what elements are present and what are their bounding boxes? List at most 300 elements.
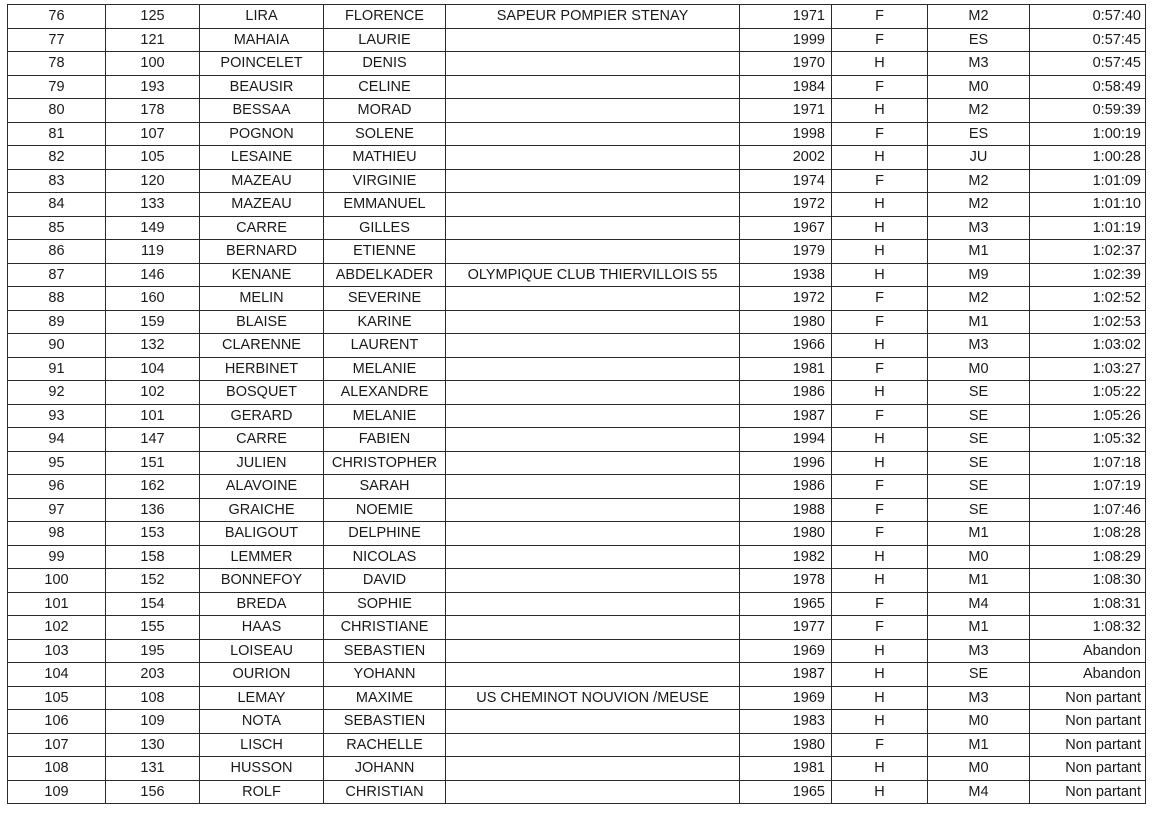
place-cell: 105 <box>8 686 106 710</box>
last-name-cell: GRAICHE <box>200 498 324 522</box>
time-cell: Non partant <box>1030 780 1146 804</box>
birth-year-cell: 1981 <box>740 357 832 381</box>
bib-cell: 101 <box>106 404 200 428</box>
last-name-cell: MAZEAU <box>200 169 324 193</box>
table-row <box>8 240 1146 264</box>
club-cell <box>446 616 740 640</box>
first-name-cell: CELINE <box>324 75 446 99</box>
table-row <box>8 710 1146 734</box>
birth-year-cell: 1977 <box>740 616 832 640</box>
sex-cell: F <box>832 498 928 522</box>
last-name-cell: LISCH <box>200 733 324 757</box>
bib-cell: 193 <box>106 75 200 99</box>
place-cell: 91 <box>8 357 106 381</box>
last-name-cell: LOISEAU <box>200 639 324 663</box>
club-cell <box>446 146 740 170</box>
table-row <box>8 616 1146 640</box>
first-name-cell: SEVERINE <box>324 287 446 311</box>
time-cell: Non partant <box>1030 710 1146 734</box>
sex-cell: H <box>832 216 928 240</box>
first-name-cell: MAXIME <box>324 686 446 710</box>
last-name-cell: LEMAY <box>200 686 324 710</box>
last-name-cell: KENANE <box>200 263 324 287</box>
time-cell: Non partant <box>1030 733 1146 757</box>
time-cell: Non partant <box>1030 757 1146 781</box>
club-cell <box>446 99 740 123</box>
first-name-cell: KARINE <box>324 310 446 334</box>
first-name-cell: SARAH <box>324 475 446 499</box>
category-cell: M4 <box>928 592 1030 616</box>
place-cell: 103 <box>8 639 106 663</box>
place-cell: 77 <box>8 28 106 52</box>
club-cell: OLYMPIQUE CLUB THIERVILLOIS 55 <box>446 263 740 287</box>
birth-year-cell: 1980 <box>740 733 832 757</box>
table-row <box>8 99 1146 123</box>
birth-year-cell: 1987 <box>740 404 832 428</box>
time-cell: 0:59:39 <box>1030 99 1146 123</box>
table-row <box>8 287 1146 311</box>
bib-cell: 147 <box>106 428 200 452</box>
table-row <box>8 146 1146 170</box>
last-name-cell: LEMMER <box>200 545 324 569</box>
place-cell: 96 <box>8 475 106 499</box>
last-name-cell: NOTA <box>200 710 324 734</box>
place-cell: 102 <box>8 616 106 640</box>
birth-year-cell: 1996 <box>740 451 832 475</box>
sex-cell: F <box>832 75 928 99</box>
sex-cell: F <box>832 122 928 146</box>
bib-cell: 160 <box>106 287 200 311</box>
place-cell: 108 <box>8 757 106 781</box>
time-cell: 1:02:39 <box>1030 263 1146 287</box>
last-name-cell: POGNON <box>200 122 324 146</box>
category-cell: M3 <box>928 334 1030 358</box>
last-name-cell: HAAS <box>200 616 324 640</box>
category-cell: M1 <box>928 240 1030 264</box>
club-cell <box>446 451 740 475</box>
bib-cell: 146 <box>106 263 200 287</box>
time-cell: 1:08:32 <box>1030 616 1146 640</box>
place-cell: 86 <box>8 240 106 264</box>
time-cell: 1:05:32 <box>1030 428 1146 452</box>
club-cell <box>446 52 740 76</box>
club-cell <box>446 310 740 334</box>
sex-cell: H <box>832 780 928 804</box>
table-row <box>8 381 1146 405</box>
last-name-cell: HERBINET <box>200 357 324 381</box>
category-cell: SE <box>928 663 1030 687</box>
category-cell: M1 <box>928 522 1030 546</box>
first-name-cell: LAURIE <box>324 28 446 52</box>
sex-cell: H <box>832 639 928 663</box>
bib-cell: 151 <box>106 451 200 475</box>
time-cell: 1:05:22 <box>1030 381 1146 405</box>
bib-cell: 105 <box>106 146 200 170</box>
first-name-cell: NICOLAS <box>324 545 446 569</box>
time-cell: Non partant <box>1030 686 1146 710</box>
first-name-cell: DELPHINE <box>324 522 446 546</box>
first-name-cell: CHRISTOPHER <box>324 451 446 475</box>
last-name-cell: BONNEFOY <box>200 569 324 593</box>
place-cell: 95 <box>8 451 106 475</box>
table-row <box>8 122 1146 146</box>
place-cell: 80 <box>8 99 106 123</box>
place-cell: 99 <box>8 545 106 569</box>
category-cell: M1 <box>928 616 1030 640</box>
club-cell <box>446 334 740 358</box>
last-name-cell: BLAISE <box>200 310 324 334</box>
club-cell <box>446 498 740 522</box>
sex-cell: F <box>832 28 928 52</box>
last-name-cell: POINCELET <box>200 52 324 76</box>
first-name-cell: MATHIEU <box>324 146 446 170</box>
place-cell: 85 <box>8 216 106 240</box>
club-cell <box>446 545 740 569</box>
birth-year-cell: 1980 <box>740 522 832 546</box>
last-name-cell: CLARENNE <box>200 334 324 358</box>
category-cell: ES <box>928 28 1030 52</box>
last-name-cell: OURION <box>200 663 324 687</box>
table-row <box>8 334 1146 358</box>
place-cell: 100 <box>8 569 106 593</box>
first-name-cell: GILLES <box>324 216 446 240</box>
birth-year-cell: 1988 <box>740 498 832 522</box>
table-row <box>8 28 1146 52</box>
time-cell: 1:03:02 <box>1030 334 1146 358</box>
birth-year-cell: 1965 <box>740 592 832 616</box>
place-cell: 109 <box>8 780 106 804</box>
birth-year-cell: 1979 <box>740 240 832 264</box>
results-table <box>7 4 1146 804</box>
sex-cell: H <box>832 757 928 781</box>
time-cell: 1:02:52 <box>1030 287 1146 311</box>
table-row <box>8 498 1146 522</box>
birth-year-cell: 1969 <box>740 639 832 663</box>
first-name-cell: JOHANN <box>324 757 446 781</box>
category-cell: M3 <box>928 52 1030 76</box>
time-cell: 1:00:19 <box>1030 122 1146 146</box>
first-name-cell: FABIEN <box>324 428 446 452</box>
table-row <box>8 592 1146 616</box>
birth-year-cell: 1969 <box>740 686 832 710</box>
category-cell: SE <box>928 498 1030 522</box>
place-cell: 97 <box>8 498 106 522</box>
first-name-cell: NOEMIE <box>324 498 446 522</box>
place-cell: 104 <box>8 663 106 687</box>
last-name-cell: BESSAA <box>200 99 324 123</box>
bib-cell: 109 <box>106 710 200 734</box>
club-cell <box>446 287 740 311</box>
place-cell: 79 <box>8 75 106 99</box>
last-name-cell: MELIN <box>200 287 324 311</box>
last-name-cell: JULIEN <box>200 451 324 475</box>
first-name-cell: MELANIE <box>324 404 446 428</box>
sex-cell: F <box>832 592 928 616</box>
sex-cell: H <box>832 545 928 569</box>
birth-year-cell: 1982 <box>740 545 832 569</box>
category-cell: M3 <box>928 639 1030 663</box>
time-cell: 0:57:45 <box>1030 52 1146 76</box>
table-row <box>8 169 1146 193</box>
category-cell: SE <box>928 381 1030 405</box>
club-cell <box>446 710 740 734</box>
table-row <box>8 639 1146 663</box>
category-cell: M1 <box>928 569 1030 593</box>
category-cell: ES <box>928 122 1030 146</box>
table-row <box>8 193 1146 217</box>
time-cell: 1:01:09 <box>1030 169 1146 193</box>
table-row <box>8 216 1146 240</box>
last-name-cell: BOSQUET <box>200 381 324 405</box>
category-cell: M0 <box>928 757 1030 781</box>
birth-year-cell: 1983 <box>740 710 832 734</box>
first-name-cell: ABDELKADER <box>324 263 446 287</box>
table-row <box>8 757 1146 781</box>
last-name-cell: LIRA <box>200 5 324 29</box>
bib-cell: 104 <box>106 357 200 381</box>
bib-cell: 195 <box>106 639 200 663</box>
time-cell: Abandon <box>1030 663 1146 687</box>
time-cell: 0:57:45 <box>1030 28 1146 52</box>
place-cell: 107 <box>8 733 106 757</box>
sex-cell: F <box>832 616 928 640</box>
last-name-cell: BALIGOUT <box>200 522 324 546</box>
club-cell <box>446 28 740 52</box>
club-cell <box>446 733 740 757</box>
sex-cell: H <box>832 52 928 76</box>
first-name-cell: CHRISTIANE <box>324 616 446 640</box>
table-row <box>8 663 1146 687</box>
place-cell: 93 <box>8 404 106 428</box>
club-cell <box>446 75 740 99</box>
category-cell: M4 <box>928 780 1030 804</box>
sex-cell: H <box>832 569 928 593</box>
birth-year-cell: 1967 <box>740 216 832 240</box>
place-cell: 90 <box>8 334 106 358</box>
bib-cell: 133 <box>106 193 200 217</box>
club-cell <box>446 757 740 781</box>
sex-cell: F <box>832 5 928 29</box>
table-row <box>8 780 1146 804</box>
place-cell: 98 <box>8 522 106 546</box>
category-cell: M3 <box>928 686 1030 710</box>
sex-cell: H <box>832 663 928 687</box>
bib-cell: 102 <box>106 381 200 405</box>
club-cell <box>446 475 740 499</box>
birth-year-cell: 1970 <box>740 52 832 76</box>
place-cell: 101 <box>8 592 106 616</box>
place-cell: 89 <box>8 310 106 334</box>
bib-cell: 178 <box>106 99 200 123</box>
club-cell <box>446 381 740 405</box>
birth-year-cell: 1986 <box>740 475 832 499</box>
place-cell: 92 <box>8 381 106 405</box>
time-cell: 1:08:29 <box>1030 545 1146 569</box>
sex-cell: F <box>832 287 928 311</box>
table-row <box>8 733 1146 757</box>
first-name-cell: FLORENCE <box>324 5 446 29</box>
category-cell: M9 <box>928 263 1030 287</box>
time-cell: 1:05:26 <box>1030 404 1146 428</box>
category-cell: M1 <box>928 310 1030 334</box>
club-cell <box>446 357 740 381</box>
category-cell: M0 <box>928 75 1030 99</box>
time-cell: 1:07:46 <box>1030 498 1146 522</box>
bib-cell: 100 <box>106 52 200 76</box>
sex-cell: H <box>832 381 928 405</box>
bib-cell: 121 <box>106 28 200 52</box>
table-row <box>8 5 1146 29</box>
first-name-cell: SOLENE <box>324 122 446 146</box>
sex-cell: H <box>832 334 928 358</box>
club-cell <box>446 569 740 593</box>
category-cell: M0 <box>928 710 1030 734</box>
birth-year-cell: 1986 <box>740 381 832 405</box>
sex-cell: H <box>832 193 928 217</box>
bib-cell: 107 <box>106 122 200 146</box>
time-cell: 1:08:28 <box>1030 522 1146 546</box>
category-cell: M0 <box>928 545 1030 569</box>
place-cell: 78 <box>8 52 106 76</box>
time-cell: 1:01:10 <box>1030 193 1146 217</box>
birth-year-cell: 1971 <box>740 99 832 123</box>
last-name-cell: LESAINE <box>200 146 324 170</box>
time-cell: Abandon <box>1030 639 1146 663</box>
first-name-cell: CHRISTIAN <box>324 780 446 804</box>
bib-cell: 155 <box>106 616 200 640</box>
category-cell: SE <box>928 451 1030 475</box>
club-cell <box>446 240 740 264</box>
club-cell <box>446 780 740 804</box>
place-cell: 94 <box>8 428 106 452</box>
birth-year-cell: 1966 <box>740 334 832 358</box>
category-cell: M0 <box>928 357 1030 381</box>
bib-cell: 162 <box>106 475 200 499</box>
sex-cell: H <box>832 686 928 710</box>
bib-cell: 120 <box>106 169 200 193</box>
table-row <box>8 569 1146 593</box>
club-cell <box>446 169 740 193</box>
bib-cell: 203 <box>106 663 200 687</box>
place-cell: 83 <box>8 169 106 193</box>
sex-cell: F <box>832 169 928 193</box>
table-row <box>8 404 1146 428</box>
last-name-cell: BEAUSIR <box>200 75 324 99</box>
category-cell: M2 <box>928 193 1030 217</box>
last-name-cell: BERNARD <box>200 240 324 264</box>
first-name-cell: MORAD <box>324 99 446 123</box>
results-body <box>8 5 1146 804</box>
last-name-cell: ROLF <box>200 780 324 804</box>
bib-cell: 125 <box>106 5 200 29</box>
last-name-cell: CARRE <box>200 428 324 452</box>
time-cell: 1:00:28 <box>1030 146 1146 170</box>
table-row <box>8 475 1146 499</box>
last-name-cell: MAZEAU <box>200 193 324 217</box>
club-cell <box>446 216 740 240</box>
sex-cell: F <box>832 522 928 546</box>
bib-cell: 159 <box>106 310 200 334</box>
club-cell: SAPEUR POMPIER STENAY <box>446 5 740 29</box>
last-name-cell: ALAVOINE <box>200 475 324 499</box>
table-row <box>8 428 1146 452</box>
club-cell <box>446 592 740 616</box>
time-cell: 1:02:53 <box>1030 310 1146 334</box>
bib-cell: 132 <box>106 334 200 358</box>
category-cell: M2 <box>928 287 1030 311</box>
birth-year-cell: 1972 <box>740 287 832 311</box>
category-cell: JU <box>928 146 1030 170</box>
bib-cell: 153 <box>106 522 200 546</box>
birth-year-cell: 2002 <box>740 146 832 170</box>
sex-cell: H <box>832 451 928 475</box>
category-cell: M3 <box>928 216 1030 240</box>
place-cell: 87 <box>8 263 106 287</box>
birth-year-cell: 1999 <box>740 28 832 52</box>
bib-cell: 152 <box>106 569 200 593</box>
first-name-cell: SEBASTIEN <box>324 710 446 734</box>
category-cell: M2 <box>928 5 1030 29</box>
club-cell <box>446 428 740 452</box>
birth-year-cell: 1984 <box>740 75 832 99</box>
first-name-cell: ETIENNE <box>324 240 446 264</box>
birth-year-cell: 1998 <box>740 122 832 146</box>
first-name-cell: SEBASTIEN <box>324 639 446 663</box>
last-name-cell: GERARD <box>200 404 324 428</box>
place-cell: 82 <box>8 146 106 170</box>
bib-cell: 149 <box>106 216 200 240</box>
birth-year-cell: 1965 <box>740 780 832 804</box>
category-cell: M2 <box>928 99 1030 123</box>
bib-cell: 158 <box>106 545 200 569</box>
category-cell: SE <box>928 475 1030 499</box>
club-cell <box>446 522 740 546</box>
table-row <box>8 451 1146 475</box>
table-row <box>8 686 1146 710</box>
table-row <box>8 263 1146 287</box>
bib-cell: 108 <box>106 686 200 710</box>
last-name-cell: CARRE <box>200 216 324 240</box>
time-cell: 1:07:19 <box>1030 475 1146 499</box>
first-name-cell: RACHELLE <box>324 733 446 757</box>
place-cell: 81 <box>8 122 106 146</box>
time-cell: 1:02:37 <box>1030 240 1146 264</box>
birth-year-cell: 1971 <box>740 5 832 29</box>
sex-cell: H <box>832 263 928 287</box>
bib-cell: 154 <box>106 592 200 616</box>
bib-cell: 130 <box>106 733 200 757</box>
table-row <box>8 357 1146 381</box>
first-name-cell: YOHANN <box>324 663 446 687</box>
sex-cell: F <box>832 475 928 499</box>
place-cell: 84 <box>8 193 106 217</box>
category-cell: SE <box>928 404 1030 428</box>
table-row <box>8 52 1146 76</box>
time-cell: 1:03:27 <box>1030 357 1146 381</box>
first-name-cell: SOPHIE <box>324 592 446 616</box>
last-name-cell: MAHAIA <box>200 28 324 52</box>
first-name-cell: EMMANUEL <box>324 193 446 217</box>
club-cell <box>446 193 740 217</box>
category-cell: M1 <box>928 733 1030 757</box>
table-row <box>8 75 1146 99</box>
category-cell: M2 <box>928 169 1030 193</box>
sex-cell: F <box>832 357 928 381</box>
place-cell: 88 <box>8 287 106 311</box>
club-cell: US CHEMINOT NOUVION /MEUSE <box>446 686 740 710</box>
sex-cell: H <box>832 240 928 264</box>
sex-cell: H <box>832 146 928 170</box>
